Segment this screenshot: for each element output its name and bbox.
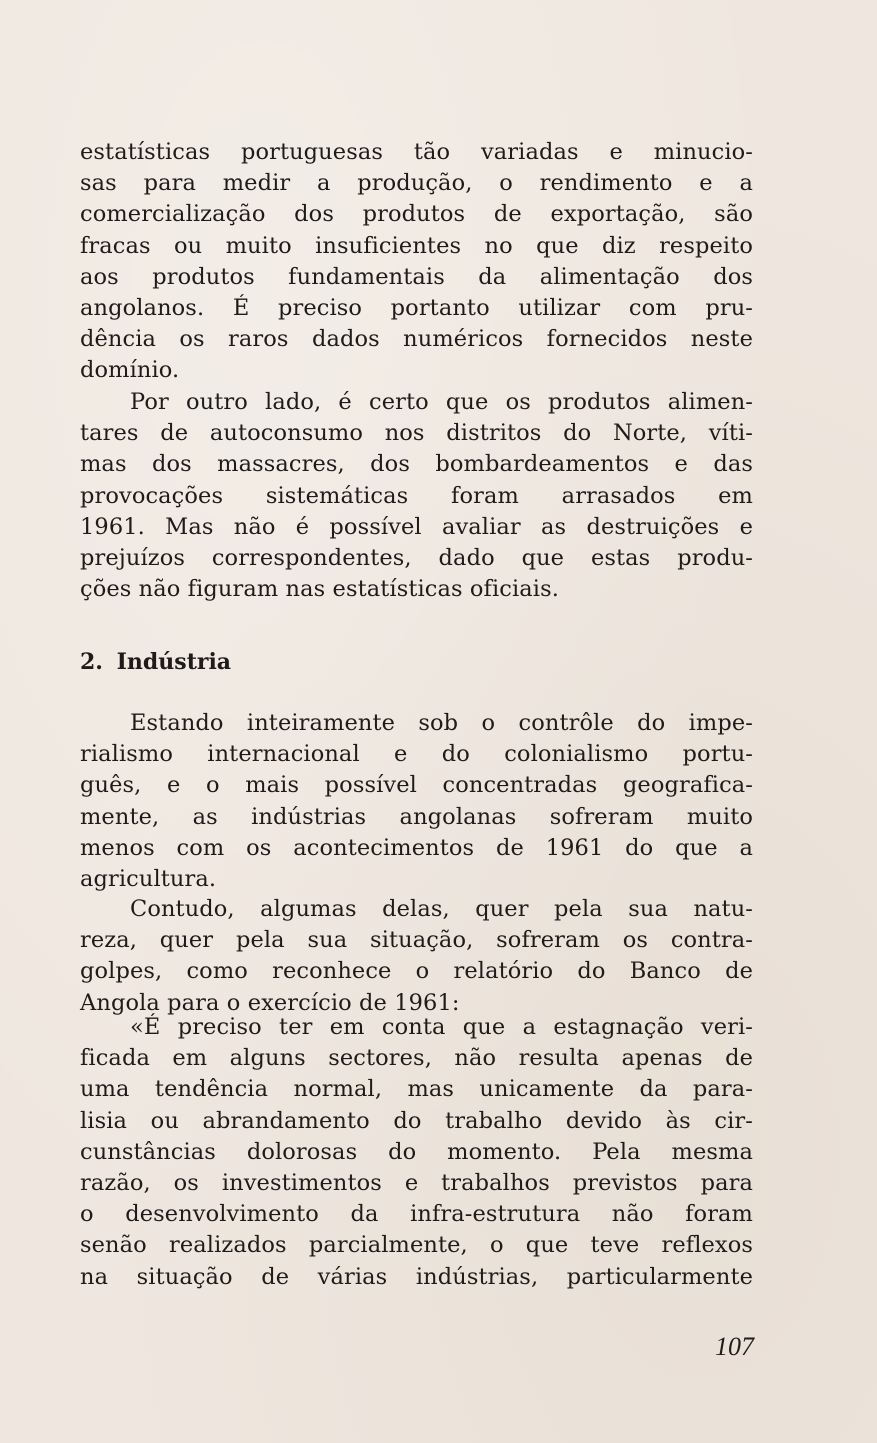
text-line: mas dos massacres, dos bombardeamentos e das [80, 451, 753, 478]
text-line: Contudo, algumas delas, quer pela sua natu- [130, 896, 753, 922]
text-line: lisia ou abrandamento do trabalho devido às cir- [80, 1107, 753, 1134]
text-line: aos produtos fundamentais da alimentação dos [80, 263, 753, 290]
text-line: sas para medir a produção, o rendimento e a [80, 170, 753, 197]
text-line: Estando inteiramente sob o contrôle do impe- [130, 710, 753, 736]
section-number: 2. [80, 649, 103, 675]
text-line: cunstâncias dolorosas do momento. Pela mesma [80, 1138, 753, 1165]
text-line: «É preciso ter em conta que a estagnação veri- [130, 1014, 753, 1040]
text-line: Angola para o exercício de 1961: [80, 989, 460, 1016]
text-line: 1961. Mas não é possível avaliar as destruições e [80, 513, 753, 540]
section-title: Indústria [116, 649, 232, 675]
text-line: domínio. [80, 357, 180, 384]
text-line: golpes, como reconhece o relatório do Banco de [80, 958, 753, 985]
text-line: mente, as indústrias angolanas sofreram muito [80, 803, 753, 830]
page-number: 107 [715, 1332, 754, 1361]
text-line: angolanos. É preciso portanto utilizar com pru- [80, 294, 753, 321]
text-line: menos com os acontecimentos de 1961 do que a [80, 834, 753, 861]
text-line: reza, quer pela sua situação, sofreram os contra- [80, 927, 753, 954]
text-line: agricultura. [80, 865, 217, 892]
paragraph-industry-intro [80, 708, 753, 895]
text-line: ficada em alguns sectores, não resulta apenas de [80, 1045, 753, 1072]
text-line: rialismo internacional e do colonialismo portu- [80, 741, 753, 768]
paragraph-statistics [80, 137, 753, 387]
paragraph-bank-quote [80, 1012, 753, 1293]
text-line: provocações sistemáticas foram arrasados em [80, 482, 753, 509]
text-line: uma tendência normal, mas unicamente da para- [80, 1076, 753, 1103]
text-line: comercialização dos produtos de exportação, são [80, 201, 753, 228]
text-line: estatísticas portuguesas tão variadas e minucio- [80, 139, 753, 165]
text-line: razão, os investimentos e trabalhos previstos para [80, 1169, 753, 1196]
section-heading [80, 645, 231, 679]
text-line: Por outro lado, é certo que os produtos alimen- [130, 389, 753, 415]
text-line: fracas ou muito insuficientes no que diz respeito [80, 232, 753, 259]
text-line: dência os raros dados numéricos fornecidos neste [80, 326, 753, 353]
text-line: tares de autoconsumo nos distritos do Norte, víti- [80, 420, 753, 447]
text-line: senão realizados parcialmente, o que teve reflexos [80, 1232, 753, 1259]
text-line: guês, e o mais possível concentradas geografica- [80, 772, 753, 799]
text-line: na situação de várias indústrias, particularmente [80, 1263, 753, 1290]
text-line: prejuízos correspondentes, dado que estas produ- [80, 544, 753, 571]
text-line: ções não figuram nas estatísticas oficiais. [80, 576, 559, 603]
paragraph-north-districts [80, 387, 753, 605]
paragraph-setbacks [80, 894, 753, 1019]
text-line: o desenvolvimento da infra-estrutura não foram [80, 1201, 753, 1228]
